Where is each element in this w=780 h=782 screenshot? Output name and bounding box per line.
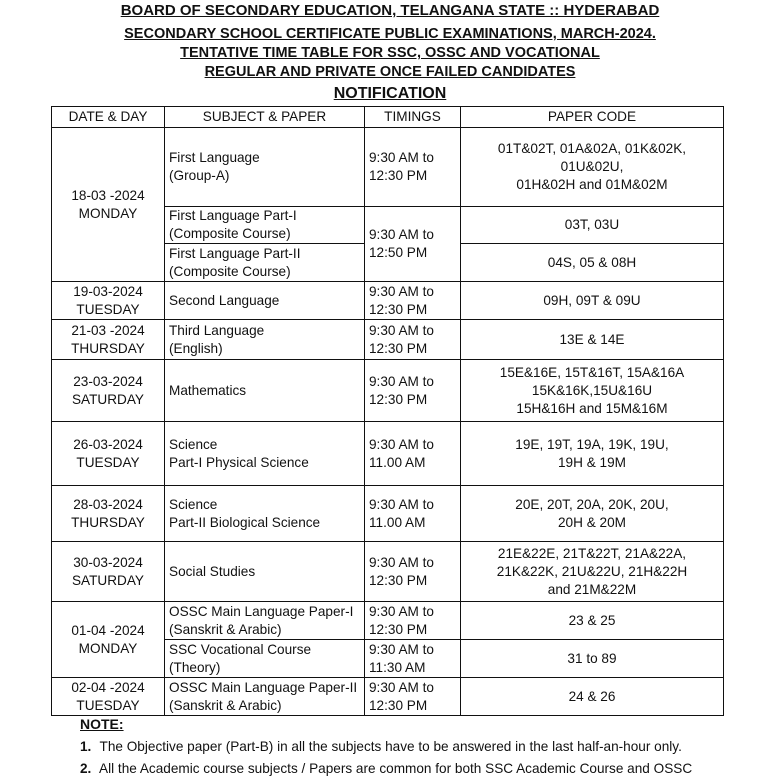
timing-cell: 9:30 AM to 11.00 AM — [365, 422, 461, 486]
paper-code-cell: 03T, 03U — [461, 207, 724, 244]
subject-cell: Second Language — [165, 282, 365, 320]
table-row — [52, 320, 724, 360]
paper-code-cell: 19E, 19T, 19A, 19K, 19U, 19H & 19M — [461, 422, 724, 486]
note-text: The Objective paper (Part-B) in all the subjects have to be answered in the last half-an-hour only. — [99, 739, 682, 754]
table-row — [52, 542, 724, 602]
subject-cell: OSSC Main Language Paper-II (Sanskrit & Arabic) — [165, 678, 365, 716]
timing-cell: 9:30 AM to 12:50 PM — [365, 207, 461, 282]
paper-code-cell: 09H, 09T & 09U — [461, 282, 724, 320]
timing-cell: 9:30 AM to 12:30 PM — [365, 320, 461, 360]
paper-code-cell: 13E & 14E — [461, 320, 724, 360]
paper-code-cell: 21E&22E, 21T&22T, 21A&22A, 21K&22K, 21U&22U, 21H&22H and 21M&22M — [461, 542, 724, 602]
date-cell: 18-03 -2024 MONDAY — [52, 128, 165, 282]
board-title: BOARD OF SECONDARY EDUCATION, TELANGANA STATE :: HYDERABAD — [120, 2, 660, 19]
subject-cell: First Language Part-II (Composite Course) — [165, 244, 365, 282]
table-row — [52, 486, 724, 542]
table-row — [52, 602, 724, 640]
date-cell: 30-03-2024 SATURDAY — [52, 542, 165, 602]
timing-cell: 9:30 AM to 12:30 PM — [365, 678, 461, 716]
paper-code-cell: 04S, 05 & 08H — [461, 244, 724, 282]
timing-cell: 9:30 AM to 12:30 PM — [365, 282, 461, 320]
timing-cell: 9:30 AM to 11.00 AM — [365, 486, 461, 542]
date-cell: 28-03-2024 THURSDAY — [52, 486, 165, 542]
subject-cell: First Language (Group-A) — [165, 128, 365, 207]
timetable — [51, 106, 724, 716]
date-cell: 23-03-2024 SATURDAY — [52, 360, 165, 422]
date-cell: 21-03 -2024 THURSDAY — [52, 320, 165, 360]
table-row — [52, 678, 724, 716]
subject-cell: Mathematics — [165, 360, 365, 422]
note-item — [80, 761, 692, 776]
paper-code-cell: 23 & 25 — [461, 602, 724, 640]
subject-cell: SSC Vocational Course (Theory) — [165, 640, 365, 678]
table-row — [52, 360, 724, 422]
date-cell: 26-03-2024 TUESDAY — [52, 422, 165, 486]
timing-cell: 9:30 AM to 12:30 PM — [365, 602, 461, 640]
paper-code-cell: 31 to 89 — [461, 640, 724, 678]
paper-code-cell: 15E&16E, 15T&16T, 15A&16A 15K&16K,15U&16U 15H&16H and 15M&16M — [461, 360, 724, 422]
timing-cell: 9:30 AM to 12:30 PM — [365, 542, 461, 602]
paper-code-cell: 01T&02T, 01A&02A, 01K&02K, 01U&02U, 01H&02H and 01M&02M — [461, 128, 724, 207]
column-header-subject: SUBJECT & PAPER — [165, 107, 365, 128]
table-header-row — [52, 107, 724, 128]
note-number: 2. — [80, 761, 92, 776]
exam-title: SECONDARY SCHOOL CERTIFICATE PUBLIC EXAMINATIONS, MARCH-2024. — [124, 26, 656, 42]
timetable-title: TENTATIVE TIME TABLE FOR SSC, OSSC AND VOCATIONAL — [180, 45, 600, 61]
note-item — [80, 739, 682, 754]
column-header-timings: TIMINGS — [365, 107, 461, 128]
notification-heading: NOTIFICATION — [333, 85, 447, 102]
paper-code-cell: 20E, 20T, 20A, 20K, 20U, 20H & 20M — [461, 486, 724, 542]
column-header-paper-code: PAPER CODE — [461, 107, 724, 128]
table-row — [52, 128, 724, 207]
subject-cell: Social Studies — [165, 542, 365, 602]
date-cell: 02-04 -2024 TUESDAY — [52, 678, 165, 716]
date-cell: 01-04 -2024 MONDAY — [52, 602, 165, 678]
subject-cell: Science Part-I Physical Science — [165, 422, 365, 486]
note-text: All the Academic course subjects / Papers are common for both SSC Academic Course and OSSC — [99, 761, 693, 776]
table-row — [52, 422, 724, 486]
note-number: 1. — [80, 739, 92, 754]
candidates-title: REGULAR AND PRIVATE ONCE FAILED CANDIDATES — [204, 64, 576, 80]
subject-cell: Science Part-II Biological Science — [165, 486, 365, 542]
timing-cell: 9:30 AM to 12:30 PM — [365, 128, 461, 207]
date-cell: 19-03-2024 TUESDAY — [52, 282, 165, 320]
subject-cell: Third Language (English) — [165, 320, 365, 360]
paper-code-cell: 24 & 26 — [461, 678, 724, 716]
note-heading: NOTE: — [80, 716, 124, 732]
table-row — [52, 282, 724, 320]
timing-cell: 9:30 AM to 12:30 PM — [365, 360, 461, 422]
subject-cell: First Language Part-I (Composite Course) — [165, 207, 365, 244]
column-header-date: DATE & DAY — [52, 107, 165, 128]
timing-cell: 9:30 AM to 11:30 AM — [365, 640, 461, 678]
subject-cell: OSSC Main Language Paper-I (Sanskrit & Arabic) — [165, 602, 365, 640]
